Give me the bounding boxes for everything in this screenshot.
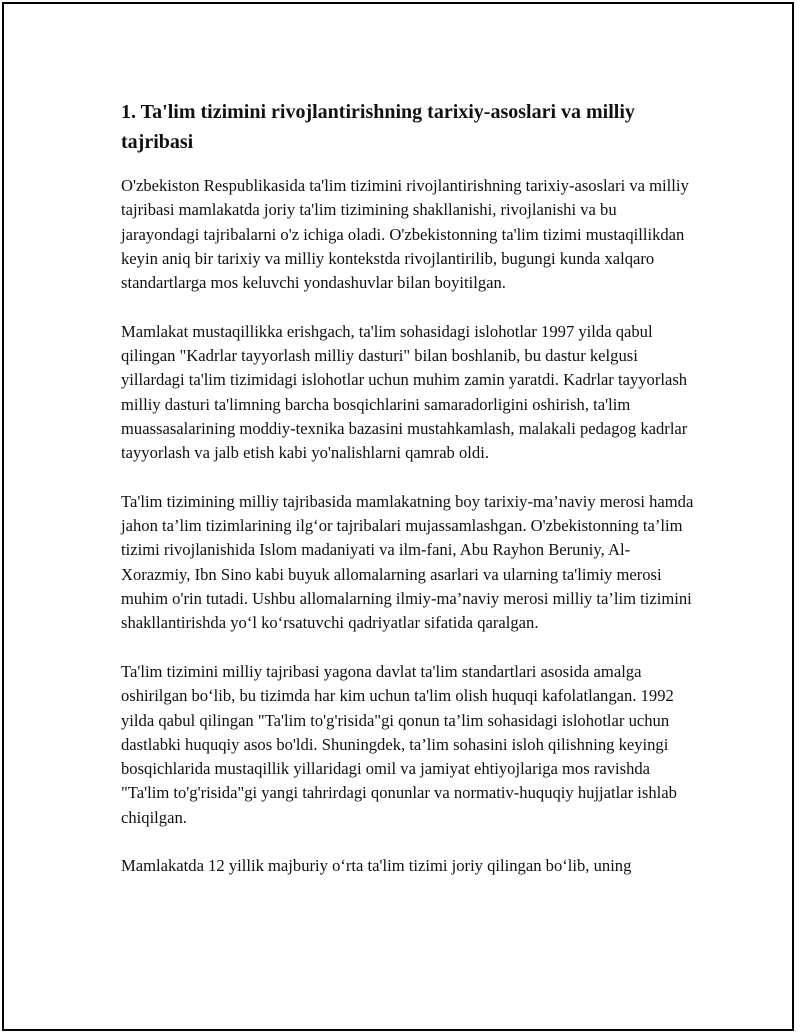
document-content <box>121 97 696 903</box>
document-page <box>2 2 794 1031</box>
paragraph-5: Mamlakatda 12 yillik majburiy o‘rta ta'lim tizimi joriy qilingan bo‘lib, uning <box>121 856 632 876</box>
paragraph-4: Ta'lim tizimini milliy tajribasi yagona davlat ta'lim standartlari asosida amalga oshirilgan bo‘lib, bu tizimda har kim uchun ta'lim olish huquqi kafolatlangan. 1992 yilda qabul qilingan "Ta'lim to'g'risida"gi qonun ta’lim sohasidagi islohotlar uchun dastlabki huquqiy asos bo'ldi. Shuningdek, ta’lim sohasini isloh qilishning keyingi bosqichlarida mustaqillik yillaridagi omil va jamiyat ehtiyojlariga mos ravishda "Ta'lim to'g'risida"gi yangi tahrirdagi qonunlar va normativ-huquqiy hujjatlar ishlab chiqilgan. <box>121 661 677 827</box>
paragraph-2: Mamlakat mustaqillikka erishgach, ta'lim sohasidagi islohotlar 1997 yilda qabul qilingan "Kadrlar tayyorlash milliy dasturi" bilan boshlanib, bu dastur kelgusi yillardagi ta'lim tizimidagi islohotlar uchun muhim zamin yaratdi. Kadrlar tayyorlash milliy dasturi ta'limning barcha bosqichlarini samaradorligini oshirish, ta'lim muassasalarining moddiy-texnika bazasini mustahkamlash, malakali pedagog kadrlar tayyorlash va jalb etish kabi yo'nalishlarni qamrab oldi. <box>121 321 688 463</box>
section-heading: 1. Ta'lim tizimini rivojlantirishning tarixiy-asoslari va milliy tajribasi <box>121 101 635 153</box>
paragraph-3: Ta'lim tizimining milliy tajribasida mamlakatning boy tarixiy-ma’naviy merosi hamda jahon ta’lim tizimlarining ilg‘or tajribalari mujassamlashgan. O'zbekistonning ta’lim tizimi rivojlanishida Islom madaniyati va ilm-fani, Abu Rayhon Beruniy, Al-Xorazmiy, Ibn Sino kabi buyuk allomalarning asarlari va ularning ta'limiy merosi muhim o'rin tutadi. Ushbu allomalarning ilmiy-ma’naviy merosi milliy ta’lim tizimini shakllantirishda yo‘l ko‘rsatuvchi qadriyatlar sifatida qaralgan. <box>121 491 694 633</box>
paragraph-1: O'zbekiston Respublikasida ta'lim tizimini rivojlantirishning tarixiy-asoslari va milliy tajribasi mamlakatda joriy ta'lim tizimining shakllanishi, rivojlanishi va bu jarayondagi tajribalarni o'z ichiga oladi. O'zbekistonning ta'lim tizimi mustaqillikdan keyin aniq bir tarixiy va milliy kontekstda rivojlantirilib, bugungi kunda xalqaro standartlarga mos keluvchi yondashuvlar bilan boyitilgan. <box>121 176 689 293</box>
